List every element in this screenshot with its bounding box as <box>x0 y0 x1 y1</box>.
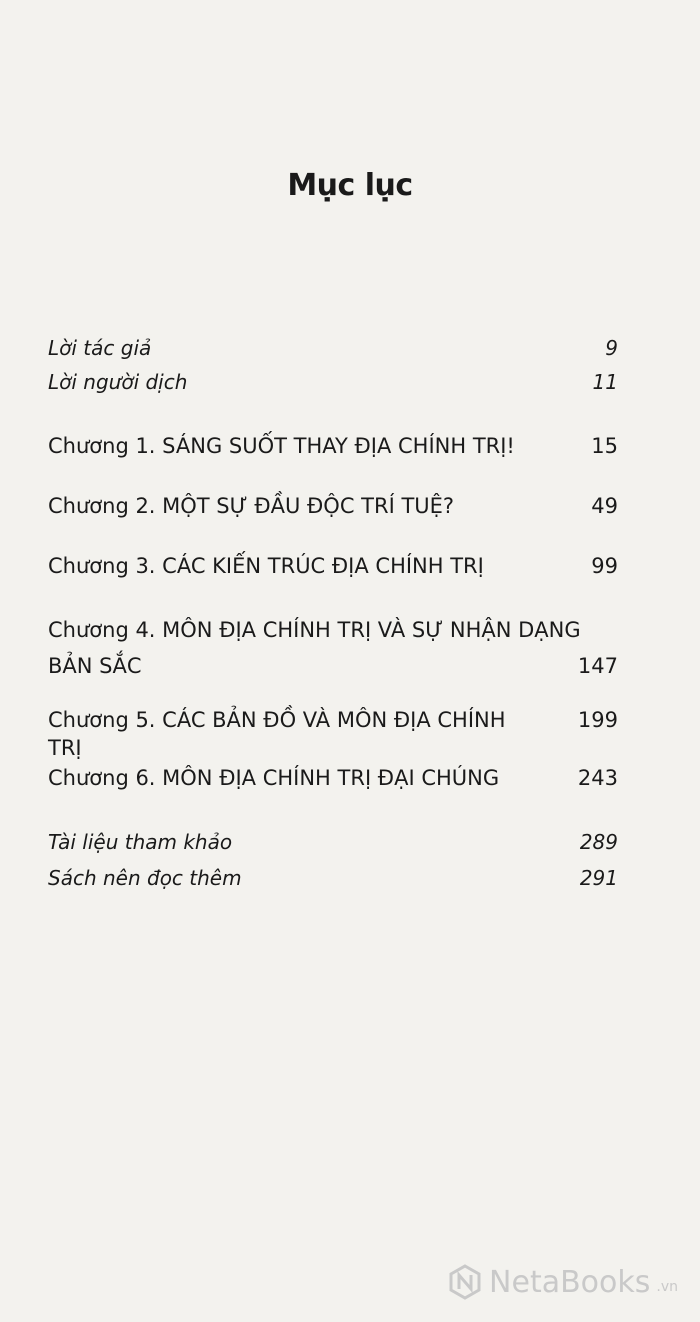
toc-entry-chapter-2 <box>48 492 618 520</box>
toc-entry-references <box>48 828 618 856</box>
toc-entry-page: 199 <box>577 708 618 732</box>
toc-entry-label: Chương 3. CÁC KIẾN TRÚC ĐỊA CHÍNH TRỊ <box>48 554 484 578</box>
toc-entry-page: 99 <box>591 554 618 578</box>
toc-entry-label: Tài liệu tham khảo <box>48 830 233 854</box>
toc-entry-label: Chương 5. CÁC BẢN ĐỒ VÀ MÔN ĐỊA CHÍNH TRỊ <box>48 708 506 760</box>
toc-entry-chapter-5 <box>48 706 618 762</box>
toc-entry-page: 11 <box>592 370 618 394</box>
toc-entry-page: 289 <box>579 830 618 854</box>
page-title: Mục lục <box>287 168 413 203</box>
toc-entry-further-reading <box>48 864 618 892</box>
toc-entry-author-preface <box>48 334 618 362</box>
toc-entry-chapter-3 <box>48 552 618 580</box>
toc-entry-label: Chương 4. MÔN ĐỊA CHÍNH TRỊ VÀ SỰ NHẬN DẠNG BẢN SẮC <box>48 618 581 678</box>
toc-entry-label: Lời người dịch <box>48 370 188 394</box>
toc-entry-label: Chương 2. MỘT SỰ ĐẦU ĐỘC TRÍ TUỆ? <box>48 494 455 518</box>
toc-entry-label: Lời tác giả <box>48 336 152 360</box>
toc-entry-label: Chương 6. MÔN ĐỊA CHÍNH TRỊ ĐẠI CHÚNG <box>48 766 500 790</box>
watermark <box>447 1264 678 1300</box>
toc-entry-page: 291 <box>579 866 618 890</box>
toc-entry-chapter-1 <box>48 432 618 460</box>
toc-entry-page: 9 <box>605 336 618 360</box>
toc-entry-page: 147 <box>577 654 618 678</box>
toc-entry-page: 49 <box>591 494 618 518</box>
netabooks-logo-icon <box>447 1264 483 1300</box>
toc-entry-chapter-6 <box>48 764 618 792</box>
watermark-suffix: .vn <box>656 1279 678 1295</box>
toc-entry-chapter-4 <box>48 612 618 684</box>
toc-entry-translator-preface <box>48 368 618 396</box>
toc-entry-page: 243 <box>577 766 618 790</box>
toc-entry-page: 15 <box>591 434 618 458</box>
watermark-brand: NetaBooks <box>489 1264 651 1300</box>
toc-entry-label: Sách nên đọc thêm <box>48 866 242 890</box>
toc-entry-label: Chương 1. SÁNG SUỐT THAY ĐỊA CHÍNH TRỊ! <box>48 434 515 458</box>
